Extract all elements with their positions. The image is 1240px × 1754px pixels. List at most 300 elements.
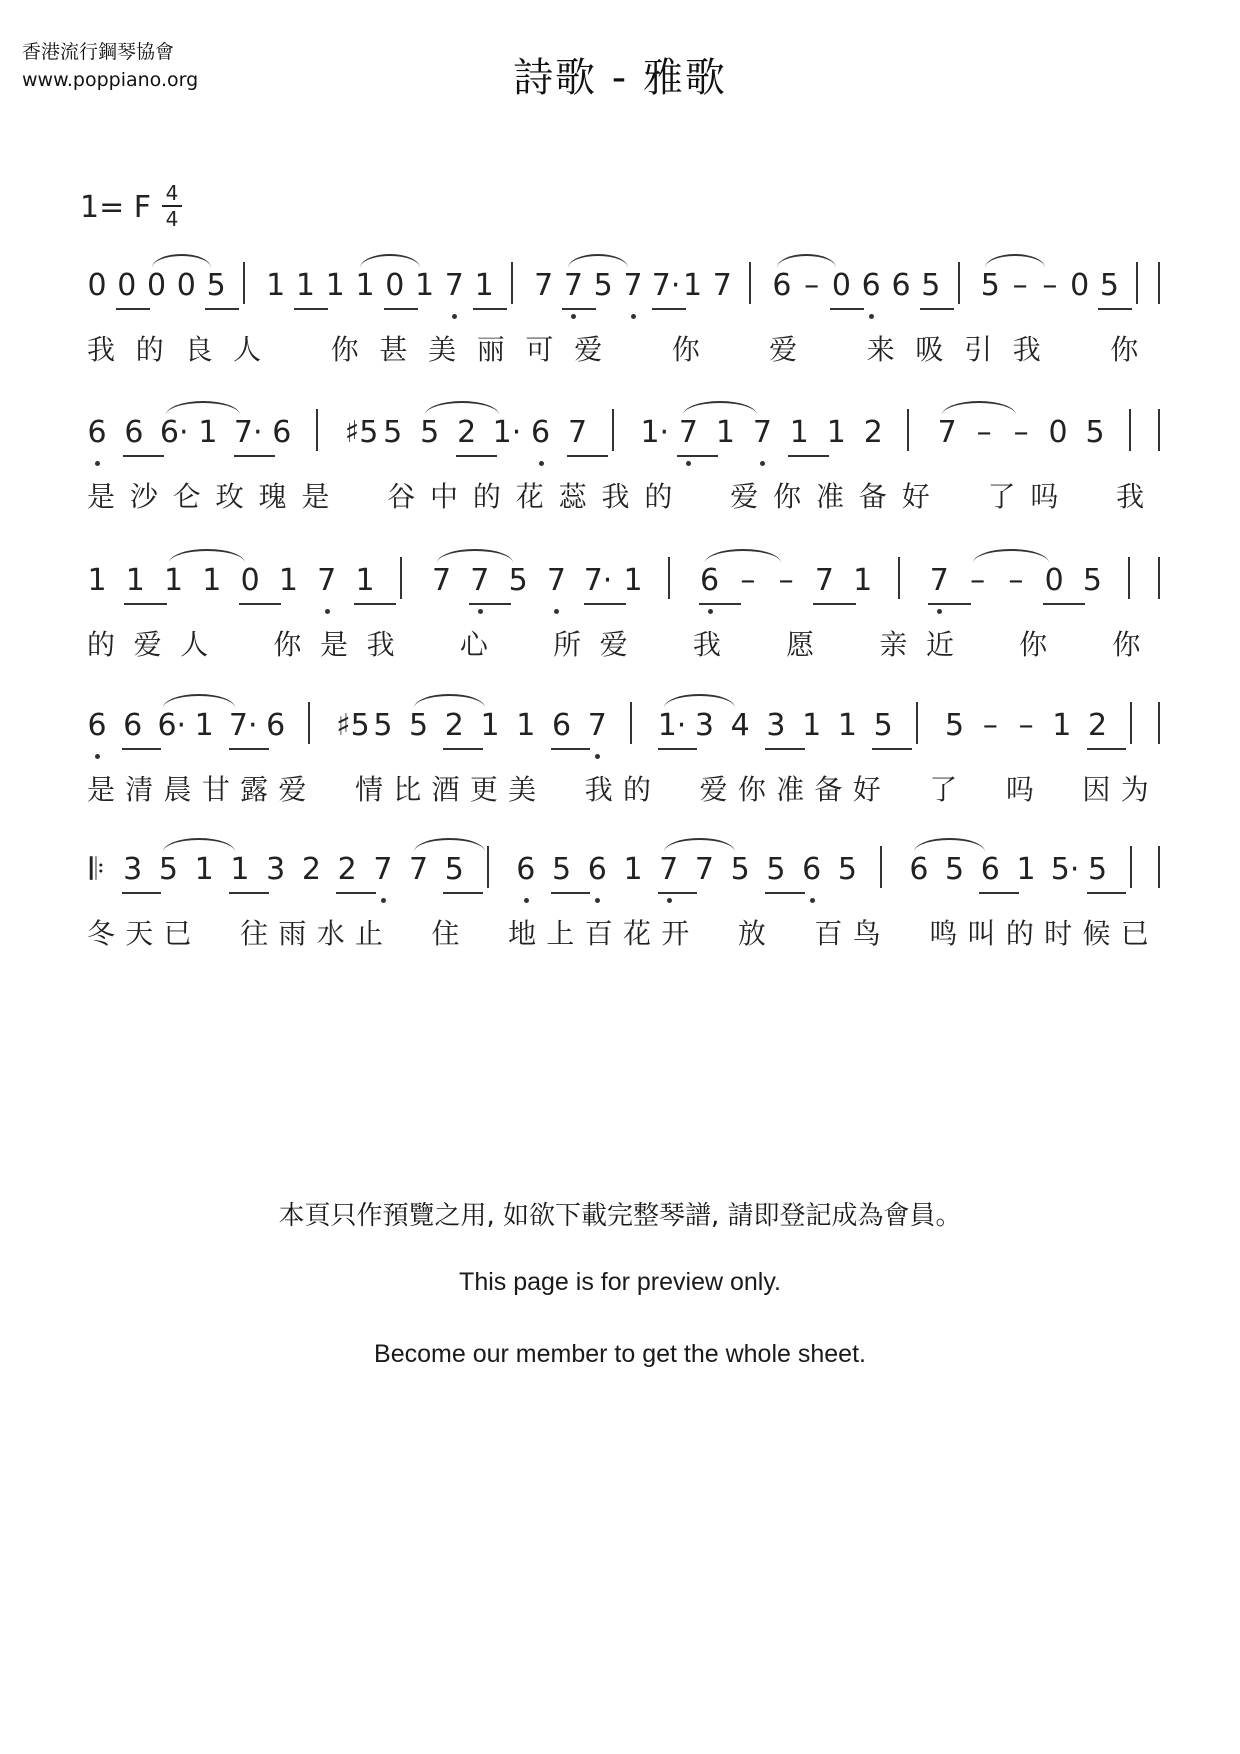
octave-dot: [478, 609, 483, 614]
jianpu-note: 1: [295, 268, 315, 303]
lyric-char: 是: [86, 480, 115, 513]
jianpu-note: 5·: [1050, 852, 1080, 887]
lyric-char: 我: [86, 333, 115, 366]
lyric-char: 我: [366, 628, 395, 661]
eighth-beam: [699, 603, 741, 605]
jianpu-note: 7: [712, 268, 732, 303]
jianpu-note: 7·: [228, 708, 258, 743]
lyric-char: 愿: [786, 628, 815, 661]
jianpu-note: 7: [937, 415, 957, 450]
lyric-char: 引: [964, 333, 993, 366]
lyric-char: 甘: [201, 773, 230, 806]
eighth-beam: [456, 455, 497, 457]
jianpu-note: 2: [444, 708, 464, 743]
barline: [400, 557, 402, 599]
barline: [916, 702, 918, 744]
lyric-char: 情: [354, 773, 383, 806]
octave-dot: [760, 461, 765, 466]
eighth-beam: [384, 308, 418, 310]
preview-notice-line1: This page is for preview only.: [459, 1268, 781, 1296]
lyric-char: 止: [354, 917, 383, 950]
barline: [958, 262, 960, 304]
lyric-char: 你: [1112, 628, 1141, 661]
eighth-beam: [652, 308, 686, 310]
lyric-char: 爱: [730, 480, 759, 513]
lyric-char: 我: [584, 773, 613, 806]
eighth-beam: [1043, 603, 1085, 605]
lyric-char: 你: [671, 333, 700, 366]
organization-url[interactable]: www.poppiano.org: [22, 69, 199, 91]
lyric-char: 雨: [278, 917, 307, 950]
eighth-beam: [1087, 748, 1127, 750]
lyric-char: 候: [1082, 917, 1111, 950]
jianpu-note: 5: [945, 852, 965, 887]
jianpu-note: 1: [516, 708, 536, 743]
slur: [166, 401, 240, 415]
jianpu-note: –: [982, 708, 998, 743]
preview-notice-line2: Become our member to get the whole sheet.: [374, 1340, 866, 1368]
slur: [152, 254, 212, 268]
lyric-char: 瑰: [258, 480, 287, 513]
eighth-beam: [205, 308, 239, 310]
lyric-char: 露: [240, 773, 269, 806]
lyric-char: 爱: [133, 628, 162, 661]
slur: [705, 549, 782, 563]
jianpu-note: 6: [531, 415, 551, 450]
barline: [668, 557, 670, 599]
lyric-char: 吸: [915, 333, 944, 366]
lyric-char: 爱: [699, 773, 728, 806]
lyric-char: 更: [469, 773, 498, 806]
jianpu-note: 2: [457, 415, 477, 450]
jianpu-note: 7: [752, 415, 772, 450]
time-signature-top: 4: [165, 181, 179, 205]
lyric-char: 备: [814, 773, 843, 806]
lyric-char: 冬: [86, 917, 115, 950]
eighth-beam: [234, 455, 275, 457]
eighth-beam: [473, 308, 507, 310]
lyric-char: 了: [987, 480, 1016, 513]
octave-dot: [554, 609, 559, 614]
slur: [568, 254, 628, 268]
lyric-char: 是: [301, 480, 330, 513]
jianpu-note: 1: [87, 563, 107, 598]
jianpu-note: –: [970, 563, 986, 598]
lyric-char: 开: [661, 917, 690, 950]
slur: [437, 549, 514, 563]
lyric-char: 花: [515, 480, 544, 513]
eighth-beam: [830, 308, 864, 310]
eighth-beam: [584, 603, 626, 605]
eighth-beam: [354, 603, 396, 605]
slur: [163, 838, 234, 852]
barline: [308, 702, 310, 744]
lyric-char: 是: [86, 773, 115, 806]
eighth-beam: [122, 748, 162, 750]
jianpu-note: –: [1042, 268, 1058, 303]
barline: [612, 409, 614, 451]
slur: [414, 838, 485, 852]
lyric-char: 叫: [967, 917, 996, 950]
lyric-char: 鸣: [929, 917, 958, 950]
octave-dot: [937, 609, 942, 614]
lyric-char: 上: [546, 917, 575, 950]
jianpu-note: 1: [125, 563, 145, 598]
jianpu-note: 5: [1087, 852, 1108, 887]
eighth-beam: [658, 892, 698, 894]
lyric-char: 爱: [769, 333, 798, 366]
jianpu-note: 6: [861, 268, 881, 303]
lyric-char: 丽: [476, 333, 505, 366]
jianpu-note: 6: [266, 708, 286, 743]
jianpu-note: 6: [772, 268, 792, 303]
preview-notice-chinese: 本頁只作預覽之用, 如欲下載完整琴譜, 請即登記成為會員。: [278, 1201, 962, 1231]
jianpu-note: 1: [623, 563, 643, 598]
lyric-char: 因: [1082, 773, 1111, 806]
eighth-beam: [1098, 308, 1132, 310]
jianpu-note: 1: [826, 415, 846, 450]
lyric-char: 酒: [431, 773, 460, 806]
lyric-char: 人: [180, 628, 209, 661]
slur: [169, 549, 246, 563]
lyric-char: 住: [431, 917, 460, 950]
jianpu-note: 3: [123, 852, 143, 887]
jianpu-note: 5: [373, 708, 393, 743]
lyric-char: 我: [692, 628, 721, 661]
jianpu-note: 1: [802, 708, 822, 743]
jianpu-note: 1: [325, 268, 345, 303]
jianpu-note: 5: [383, 415, 403, 450]
jianpu-note: 7: [694, 852, 714, 887]
time-signature-bottom: 4: [165, 207, 179, 231]
barline: [880, 846, 882, 888]
lyric-char: 天: [125, 917, 154, 950]
jianpu-note: 7: [432, 563, 452, 598]
eighth-beam: [239, 603, 281, 605]
octave-dot: [869, 314, 874, 319]
eighth-beam: [443, 892, 483, 894]
octave-dot: [595, 898, 600, 903]
jianpu-note: 7: [444, 268, 464, 303]
lyric-char: 爱: [574, 333, 603, 366]
jianpu-note: 7·: [583, 563, 613, 598]
barline: [1130, 702, 1132, 744]
barline: [898, 557, 900, 599]
eighth-beam: [765, 748, 805, 750]
jianpu-note: 1: [415, 268, 435, 303]
jianpu-note: 0: [176, 268, 196, 303]
jianpu-note: 𝄆: [89, 852, 105, 887]
lyric-char: 仑: [172, 480, 201, 513]
eighth-beam: [920, 308, 954, 310]
jianpu-note: 5: [873, 708, 893, 743]
jianpu-note: 0: [1048, 415, 1068, 450]
jianpu-note: 0: [831, 268, 851, 303]
slur: [973, 549, 1050, 563]
slur: [425, 401, 499, 415]
lyric-char: 你: [1110, 333, 1139, 366]
lyric-char: 为: [1120, 773, 1149, 806]
jianpu-note: 2: [1087, 708, 1108, 743]
jianpu-note: 7: [409, 852, 429, 887]
lyric-char: 好: [852, 773, 881, 806]
jianpu-note: 6: [123, 708, 143, 743]
system-end-barline: [1158, 262, 1160, 304]
jianpu-note: 5: [766, 852, 786, 887]
octave-dot: [381, 898, 386, 903]
barline: [1136, 262, 1138, 304]
jianpu-note: 7: [317, 563, 337, 598]
lyric-char: 好: [901, 480, 930, 513]
octave-dot: [539, 461, 544, 466]
jianpu-note: –: [778, 563, 794, 598]
jianpu-note: –: [1008, 563, 1024, 598]
barline: [1128, 557, 1130, 599]
lyric-char: 已: [163, 917, 192, 950]
jianpu-note: 6: [87, 708, 107, 743]
jianpu-note: 5: [837, 852, 857, 887]
jianpu-note: 1: [194, 852, 214, 887]
jianpu-note: 1: [198, 415, 218, 450]
jianpu-note: 7: [678, 415, 698, 450]
octave-dot: [95, 754, 100, 759]
slur: [664, 694, 735, 708]
lyric-char: 甚: [379, 333, 408, 366]
octave-dot: [686, 461, 691, 466]
jianpu-note: 5: [508, 563, 528, 598]
lyric-char: 吗: [1030, 480, 1059, 513]
jianpu-note: 6: [516, 852, 536, 887]
jianpu-note: –: [804, 268, 820, 303]
slur: [683, 401, 757, 415]
lyric-char: 你: [273, 628, 302, 661]
jianpu-note: 6: [551, 708, 572, 743]
barline: [243, 262, 245, 304]
lyric-char: 地: [508, 917, 537, 950]
jianpu-note: 3: [766, 708, 786, 743]
jianpu-note: –: [1013, 415, 1029, 450]
jianpu-note: 7: [546, 563, 566, 598]
jianpu-note: 7: [814, 563, 834, 598]
lyric-char: 我: [601, 480, 630, 513]
barline: [907, 409, 909, 451]
lyric-char: 美: [428, 333, 457, 366]
system-end-barline: [1158, 846, 1160, 888]
jianpu-note: 0: [240, 563, 260, 598]
lyric-char: 玫: [215, 480, 244, 513]
jianpu-note: 1: [623, 852, 643, 887]
jianpu-note: 7·: [233, 415, 263, 450]
lyric-char: 近: [925, 628, 954, 661]
lyric-char: 良: [184, 333, 213, 366]
eighth-beam: [122, 892, 162, 894]
lyric-char: 已: [1120, 917, 1149, 950]
jianpu-note: 7: [587, 708, 607, 743]
jianpu-note: 1: [278, 563, 298, 598]
jianpu-note: 5: [730, 852, 750, 887]
eighth-beam: [788, 455, 829, 457]
eighth-beam: [551, 892, 591, 894]
jianpu-note: 5: [945, 708, 965, 743]
slur: [777, 254, 837, 268]
jianpu-note: 3: [694, 708, 714, 743]
jianpu-note: 7: [623, 268, 643, 303]
lyric-char: 鸟: [852, 917, 881, 950]
lyric-char: 比: [393, 773, 422, 806]
jianpu-note: 7: [534, 268, 554, 303]
slur: [664, 838, 735, 852]
lyric-char: 往: [240, 917, 269, 950]
lyric-char: 了: [929, 773, 958, 806]
jianpu-note: 1·: [657, 708, 687, 743]
lyric-char: 的: [86, 628, 115, 661]
barline: [1130, 846, 1132, 888]
jianpu-note: 1: [1052, 708, 1072, 743]
jianpu-note: 5: [158, 852, 178, 887]
lyric-char: 你: [1019, 628, 1048, 661]
lyric-char: 爱: [278, 773, 307, 806]
jianpu-note: 7: [929, 563, 949, 598]
lyric-char: 的: [644, 480, 673, 513]
time-signature: [160, 182, 184, 230]
jianpu-note: 0: [385, 268, 405, 303]
jianpu-note: 1·: [640, 415, 670, 450]
lyric-char: 的: [622, 773, 651, 806]
jianpu-note: 7: [563, 268, 583, 303]
octave-dot: [631, 314, 636, 319]
system-end-barline: [1158, 409, 1160, 451]
jianpu-note: 6: [587, 852, 607, 887]
barline: [630, 702, 632, 744]
slur: [414, 694, 485, 708]
jianpu-note: 3: [266, 852, 286, 887]
jianpu-note: 1: [164, 563, 184, 598]
octave-dot: [95, 461, 100, 466]
lyric-char: 中: [430, 480, 459, 513]
jianpu-note: 5: [1085, 415, 1105, 450]
barline: [316, 409, 318, 451]
eighth-beam: [562, 308, 596, 310]
barline: [749, 262, 751, 304]
jianpu-note: 1: [1016, 852, 1036, 887]
jianpu-note: 5: [921, 268, 941, 303]
jianpu-note: 5: [980, 268, 1000, 303]
jianpu-note: 1: [715, 415, 735, 450]
eighth-beam: [765, 892, 805, 894]
lyric-char: 备: [858, 480, 887, 513]
jianpu-note: 1: [789, 415, 809, 450]
jianpu-note: 7: [568, 415, 588, 450]
jianpu-note: 1: [480, 708, 500, 743]
lyric-char: 美: [508, 773, 537, 806]
lyric-char: 准: [815, 480, 844, 513]
jianpu-note: 0: [1044, 563, 1064, 598]
lyric-char: 的: [1005, 917, 1034, 950]
lyric-char: 准: [776, 773, 805, 806]
jianpu-note: 0: [87, 268, 107, 303]
system-end-barline: [1158, 557, 1160, 599]
jianpu-note: 5: [420, 415, 440, 450]
jianpu-note: 2: [863, 415, 883, 450]
lyric-char: 心: [459, 628, 488, 661]
lyric-char: 你: [773, 480, 802, 513]
lyric-char: 来: [866, 333, 895, 366]
eighth-beam: [567, 455, 608, 457]
lyric-char: 吗: [1005, 773, 1034, 806]
eighth-beam: [123, 455, 164, 457]
jianpu-note: 6·: [157, 708, 187, 743]
jianpu-note: 5: [206, 268, 226, 303]
jianpu-note: 7·: [651, 268, 681, 303]
jianpu-note: 7: [373, 852, 393, 887]
lyric-char: 花: [622, 917, 651, 950]
octave-dot: [524, 898, 529, 903]
eighth-beam: [116, 308, 150, 310]
jianpu-note: 6: [802, 852, 822, 887]
barline: [487, 846, 489, 888]
song-title: 詩歌 - 雅歌: [513, 55, 727, 101]
jianpu-note: 2: [301, 852, 321, 887]
jianpu-note: 5: [409, 708, 429, 743]
jianpu-note: ♯5: [344, 415, 379, 450]
lyric-char: 时: [1044, 917, 1073, 950]
eighth-beam: [336, 892, 376, 894]
jianpu-note: 2: [337, 852, 357, 887]
jianpu-note: 1: [355, 268, 375, 303]
jianpu-note: 1: [837, 708, 857, 743]
jianpu-note: –: [976, 415, 992, 450]
lyric-char: 人: [233, 333, 262, 366]
jianpu-note: 1: [683, 268, 703, 303]
slur: [360, 254, 420, 268]
jianpu-note: 5: [593, 268, 613, 303]
jianpu-note: 6: [980, 852, 1000, 887]
jianpu-note: 6: [124, 415, 144, 450]
jianpu-note: 4: [730, 708, 750, 743]
eighth-beam: [658, 748, 698, 750]
lyric-char: 水: [316, 917, 345, 950]
jianpu-note: –: [1018, 708, 1034, 743]
slur: [985, 254, 1045, 268]
lyric-char: 你: [737, 773, 766, 806]
lyric-char: 我: [1116, 480, 1145, 513]
lyric-char: 所: [553, 628, 582, 661]
jianpu-note: 1: [266, 268, 286, 303]
jianpu-note: 7: [470, 563, 490, 598]
eighth-beam: [1087, 892, 1127, 894]
jianpu-note: 7: [659, 852, 679, 887]
octave-dot: [571, 314, 576, 319]
octave-dot: [325, 609, 330, 614]
jianpu-note: 1·: [492, 415, 522, 450]
octave-dot: [452, 314, 457, 319]
lyric-char: 的: [472, 480, 501, 513]
lyric-char: 沙: [129, 480, 158, 513]
jianpu-note: 1: [230, 852, 250, 887]
eighth-beam: [813, 603, 855, 605]
eighth-beam: [294, 308, 328, 310]
jianpu-note: 1: [194, 708, 214, 743]
jianpu-note: 5: [551, 852, 572, 887]
lyric-char: 清: [125, 773, 154, 806]
eighth-beam: [979, 892, 1019, 894]
octave-dot: [667, 898, 672, 903]
octave-dot: [708, 609, 713, 614]
lyric-char: 百: [814, 917, 843, 950]
lyric-char: 我: [1012, 333, 1041, 366]
barline: [1129, 409, 1131, 451]
jianpu-note: 6: [272, 415, 292, 450]
